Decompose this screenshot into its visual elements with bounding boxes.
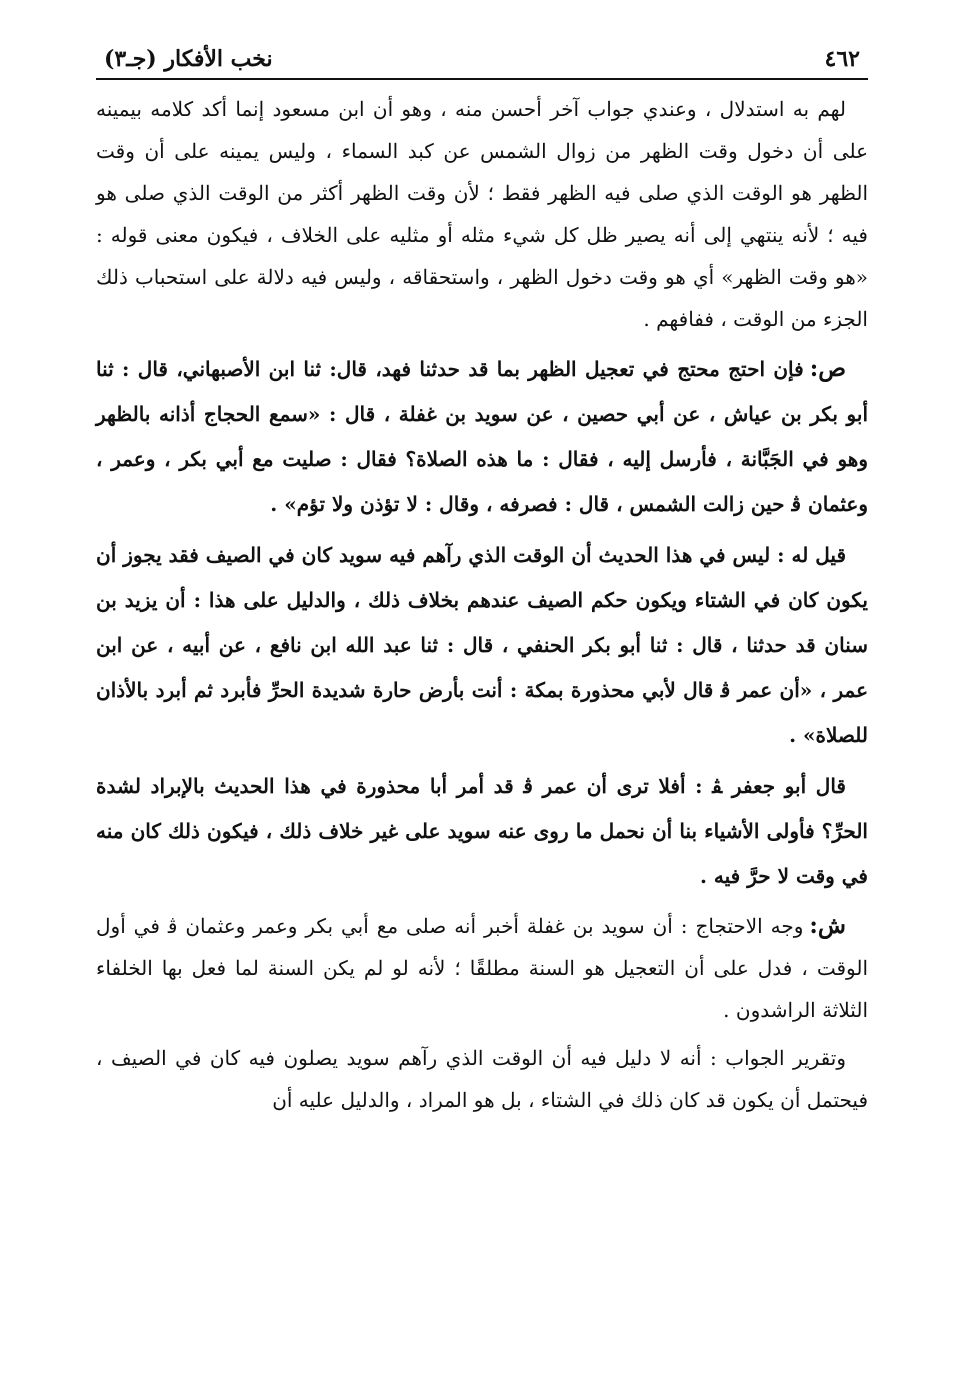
paragraph-commentary-1 [96,88,868,340]
paragraph-text-sad [96,346,868,527]
paragraph-text: قيل له : ليس في هذا الحديث أن الوقت الذي رآهم فيه سويد كان في الصيف فقد يجوز أن يكون كان في الشتاء ويكون حكم الصيف عندهم بخلاف ذلك ، والدليل على هذا : أن يزيد بن سنان قد حدثنا ، قال : ثنا أبو بكر الحنفي ، قال : ثنا عبد الله ابن نافع ، عن أبيه ، عن ابن عمر ، «أن عمر ﭬ قال لأبي محذورة بمكة : أنت بأرض حارة شديدة الحرِّ فأبرد ثم أبرد بالأذان للصلاة» . [96,543,868,747]
page-header [96,32,868,78]
page-number: ٤٦٢ [824,46,860,72]
paragraph-commentary-shin [96,905,868,1031]
paragraph-text: وجه الاحتجاج : أن سويد بن غفلة أخبر أنه صلى مع أبي بكر وعمر وعثمان ﭬ في أول الوقت ، فدل على أن التعجيل هو السنة مطلقًا ؛ لأنه لو لم يكن السنة لما فعل بها الخلفاء الثلاثة الراشدون . [96,914,868,1022]
paragraph-text-abu-jafar [96,764,868,899]
paragraph-text: لهم به استدلال ، وعندي جواب آخر أحسن منه ، وهو أن ابن مسعود إنما أكد كلامه بيمينه على أن دخول وقت الظهر من زوال الشمس عن كبد السماء ، وليس يمينه على أن وقت الظهر هو الوقت الذي صلى فيه الظهر فقط ؛ لأن وقت الظهر أكثر من الوقت الذي صلى هو فيه ؛ لأنه ينتهي إلى أنه يصير ظل كل شيء مثله أو مثليه على الخلاف ، فيكون معنى قوله : «هو وقت الظهر» أي هو وقت دخول الظهر ، واستحقاقه ، وليس فيه دلالة على استحباب ذلك الجزء من الوقت ، ففافهم . [96,97,869,331]
book-page [96,32,868,1352]
header-divider [96,78,868,80]
paragraph-text: قال أبو جعفر ﭭ : أفلا ترى أن عمر ﭬ قد أمر أبا محذورة في هذا الحديث بالإبراد لشدة الحرِّ؟ فأولى الأشياء بنا أن نحمل ما روى عنه سويد على غير خلاف ذلك ، فيكون ذلك كان منه في وقت لا حرَّ فيه . [96,774,868,888]
paragraph-commentary-answer [96,1037,868,1121]
paragraph-text-qila [96,533,868,758]
paragraph-text: وتقرير الجواب : أنه لا دليل فيه أن الوقت الذي رآهم سويد يصلون فيه كان في الصيف ، فيحتمل أن يكون قد كان ذلك في الشتاء ، بل هو المراد ، والدليل عليه أن [96,1046,868,1112]
running-title: نخب الأفكار (جـ٣) [104,46,273,72]
paragraph-text: فإن احتج محتج في تعجيل الظهر بما قد حدثنا فهد، قال: ثنا ابن الأصبهاني، قال : ثنا أبو بكر بن عياش ، عن أبي حصين ، عن سويد بن غفلة ، قال : «سمع الحجاج أذانه بالظهر وهو في الجَبَّانة ، فأرسل إليه ، فقال : ما هذه الصلاة؟ فقال : صليت مع أبي بكر ، وعمر ، وعثمان ﭬ حين زالت الشمس ، قال : فصرفه ، وقال : لا تؤذن ولا تؤم» . [96,357,868,516]
section-marker-shin: ش: [809,912,846,939]
section-marker-sad: ص: [809,355,846,382]
